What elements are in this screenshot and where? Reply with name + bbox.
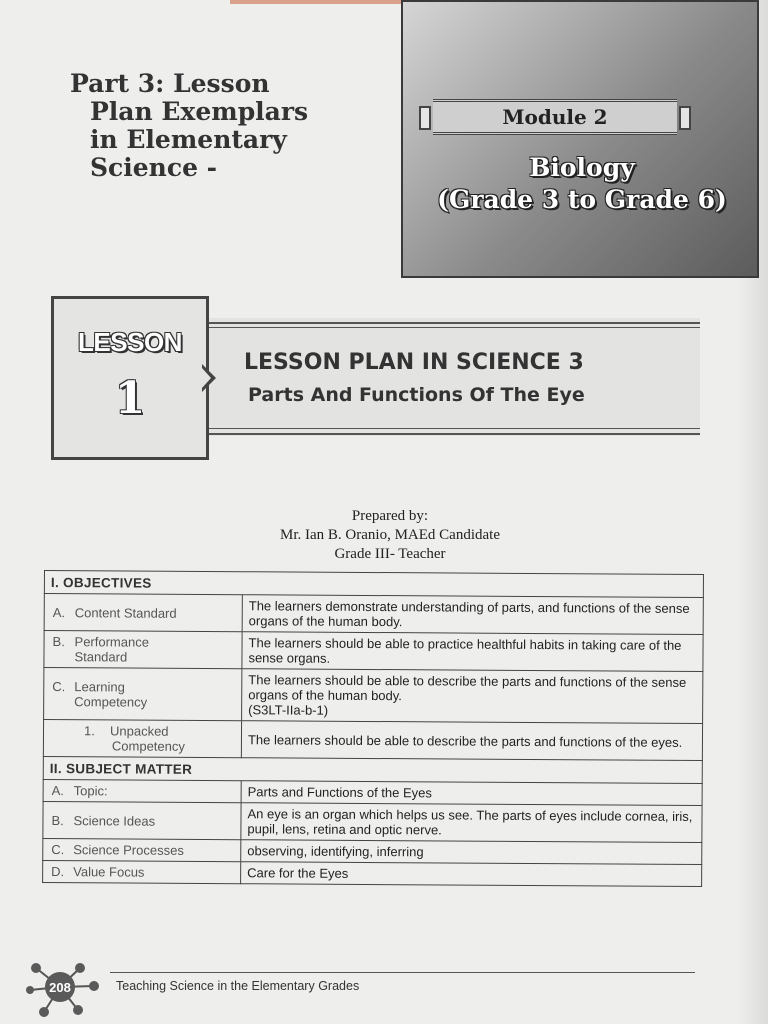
top-color-stripe	[230, 0, 410, 4]
row-letter: B.	[51, 812, 64, 828]
row-value-text: The learners should be able to describe the parts and functions of the sense organs of the human body.	[248, 672, 687, 704]
row-letter: 1.	[83, 723, 95, 739]
row-value: The learners demonstrate understanding of parts, and functions of the sense organs of the human body.	[242, 595, 703, 635]
table-row	[43, 801, 702, 842]
part-title-line-3: in Elementary	[90, 125, 287, 154]
row-label-text: Value Focus	[73, 864, 145, 880]
scroll-cap-right-icon	[679, 106, 691, 130]
row-label	[44, 594, 242, 632]
preparer-role: Grade III- Teacher	[334, 546, 446, 562]
row-label	[43, 838, 241, 861]
module-banner	[433, 99, 677, 135]
page-number: 208	[49, 980, 71, 995]
lesson-number-box	[51, 296, 209, 460]
row-letter: A.	[51, 783, 64, 799]
module-header-box	[401, 0, 759, 278]
band-rule	[205, 327, 700, 328]
section-heading-subject-matter: II. SUBJECT MATTER	[43, 756, 702, 783]
part-title-line-4: Science -	[90, 153, 218, 182]
lesson-number: 1	[114, 373, 146, 424]
lesson-word: LESSON	[78, 327, 182, 357]
module-subject-line-1: Biology	[529, 153, 635, 182]
lesson-subtitle: Parts And Functions Of The Eye	[248, 384, 585, 406]
row-label-text: Performance	[74, 634, 150, 650]
scroll-cap-left-icon	[419, 106, 431, 130]
row-value: An eye is an organ which helps us see. The parts of eyes include cornea, iris, pupil, lens, retina and optic nerve.	[241, 803, 702, 843]
row-label-text: Content Standard	[74, 604, 177, 621]
module-subject-line-2: (Grade 3 to Grade 6)	[437, 185, 727, 214]
table-row	[43, 860, 702, 886]
row-value: The learners should be able to describe the parts and functions of the eyes.	[241, 721, 702, 761]
table-row	[43, 720, 702, 761]
row-label-text-2: Competency	[74, 693, 148, 710]
row-letter: D.	[51, 864, 65, 880]
row-label	[43, 860, 241, 883]
row-label-text: Topic:	[73, 783, 108, 799]
row-label-text-2: Standard	[74, 649, 128, 665]
part-title-line-1: Part 3: Lesson	[70, 69, 270, 98]
band-rule	[205, 322, 700, 324]
row-label	[43, 720, 241, 758]
row-label-text: Learning	[74, 678, 125, 694]
lesson-title-band	[205, 318, 700, 436]
lesson-title: LESSON PLAN IN SCIENCE 3	[244, 350, 584, 375]
module-label: Module 2	[502, 105, 608, 129]
row-label	[43, 801, 241, 839]
row-letter: B.	[52, 634, 65, 650]
row-label	[44, 631, 242, 669]
module-subject	[403, 152, 761, 216]
row-label-text: Science Processes	[73, 842, 184, 858]
row-label-text: Unpacked	[109, 723, 169, 739]
arrow-right-icon-inner	[202, 368, 211, 388]
row-value: Care for the Eyes	[241, 862, 702, 887]
footer-book-title: Teaching Science in the Elementary Grades	[116, 979, 360, 993]
row-value: Parts and Functions of the Eyes	[241, 781, 702, 806]
row-label-text-2: Competency	[111, 738, 185, 754]
row-letter: C.	[52, 678, 66, 694]
footer-rule	[110, 972, 695, 973]
row-label	[44, 668, 242, 721]
table-row	[44, 631, 703, 672]
row-value: The learners should be able to practice healthful habits in taking care of the sense organs.	[242, 632, 703, 672]
table-row	[44, 594, 703, 635]
lesson-plan-table	[42, 570, 704, 887]
row-label	[43, 779, 241, 802]
preparer-name: Mr. Ian B. Oranio, MAEd Candidate	[280, 527, 500, 543]
part-title	[70, 70, 360, 182]
section-heading-objectives: I. OBJECTIVES	[44, 571, 703, 598]
molecule-page-number-icon	[22, 960, 112, 1020]
band-rule	[205, 428, 700, 429]
band-rule	[205, 433, 700, 435]
row-value	[242, 669, 703, 724]
part-title-line-2: Plan Exemplars	[90, 97, 309, 126]
row-letter: A.	[52, 604, 66, 620]
prepared-by-block	[200, 507, 580, 564]
row-label-text: Science Ideas	[73, 812, 156, 829]
table-row	[44, 668, 703, 724]
prepared-label: Prepared by:	[351, 508, 429, 524]
row-letter: C.	[51, 842, 65, 858]
row-value: observing, identifying, inferring	[241, 840, 702, 865]
row-value-code: (S3LT-IIa-b-1)	[248, 702, 329, 718]
